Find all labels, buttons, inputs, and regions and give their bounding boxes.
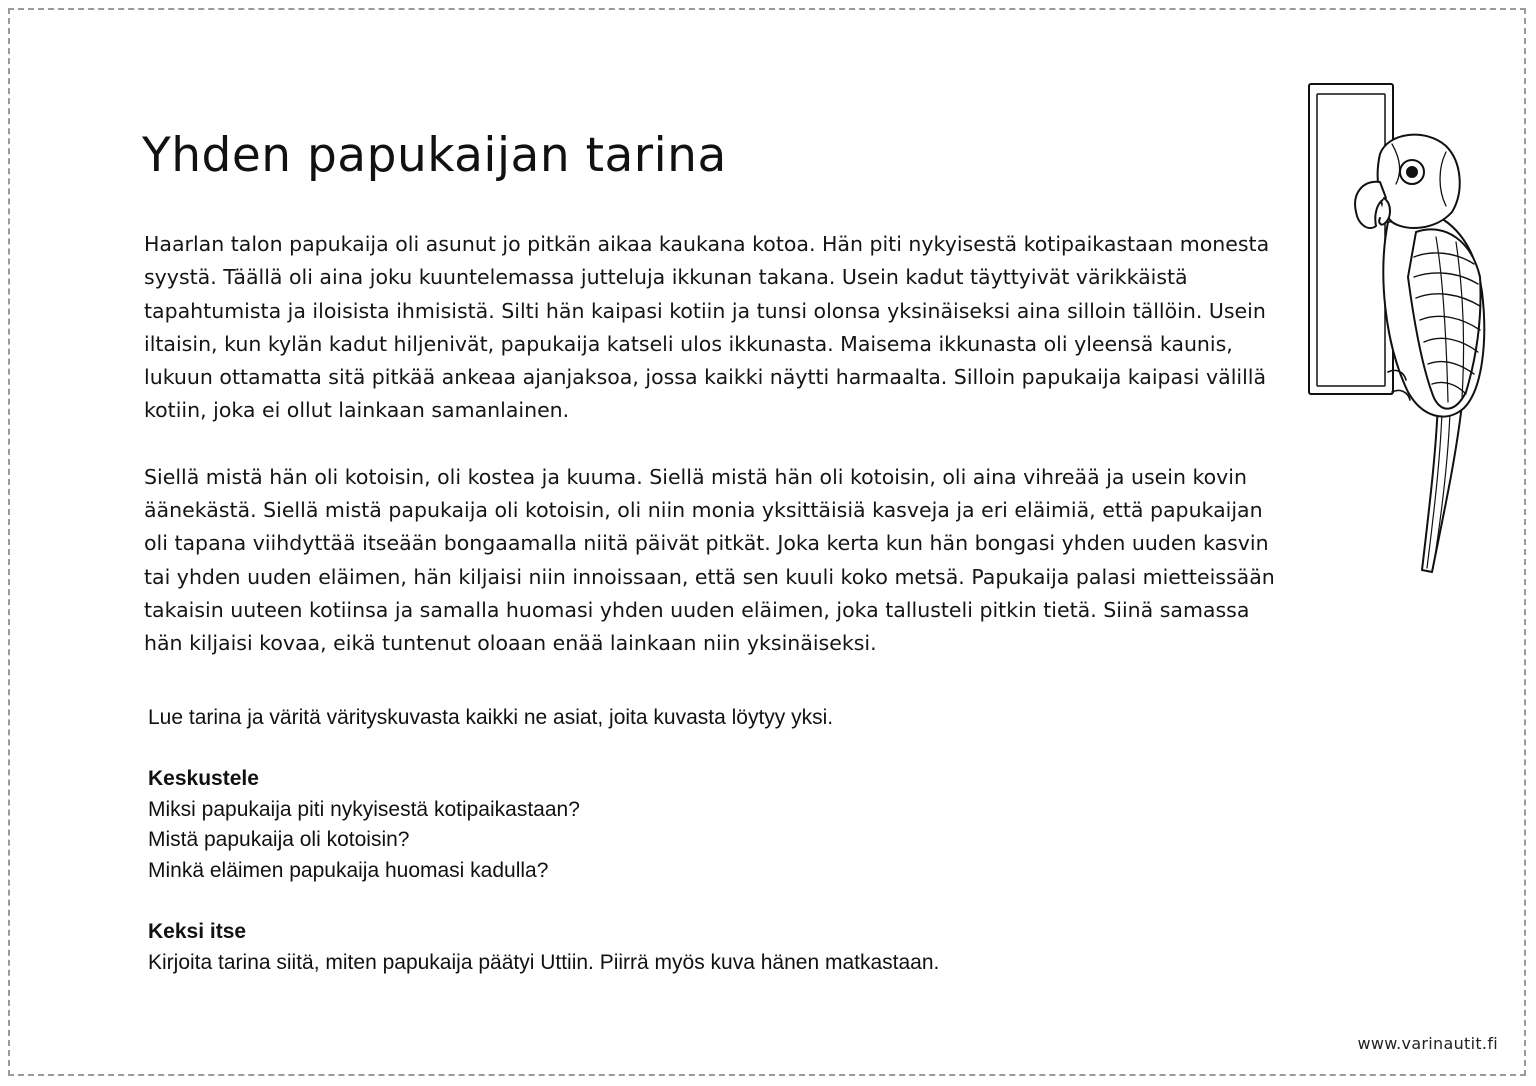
footer-url: www.varinautit.fi xyxy=(1357,1034,1498,1053)
parrot-at-window-icon xyxy=(1296,72,1502,580)
story-text xyxy=(144,228,1279,694)
invent-text: Kirjoita tarina siitä, miten papukaija päätyi Uttiin. Piirrä myös kuva hänen matkastaan. xyxy=(148,950,940,974)
discuss-heading: Keskustele xyxy=(148,767,259,791)
story-paragraph: Haarlan talon papukaija oli asunut jo pitkän aikaa kaukana kotoa. Hän piti nykyisestä kotipaikastaan monesta syystä. Täällä oli aina joku kuuntelemassa jutteluja ikkunan takana. Usein kadut täyttyivät värikkäistä tapahtumista ja iloisista ihmisistä. Silti hän kaipasi kotiin ja tunsi olonsa yksinäiseksi aina silloin tällöin. Usein iltaisin, kun kylän kadut hiljenivät, papukaija katseli ulos ikkunasta. Maisema ikkunasta oli yleensä kaunis, lukuun ottamatta sitä pitkää ankeaa ajanjaksoa, jossa kaikki näytti harmaalta. Silloin papukaija kaipasi välillä kotiin, joka ei ollut lainkaan samanlainen. xyxy=(144,232,1270,423)
story-paragraph: Siellä mistä hän oli kotoisin, oli kostea ja kuuma. Siellä mistä hän oli kotoisin, oli aina vihreää ja usein kovin äänekästä. Siellä mistä papukaija oli kotoisin, oli niin monia yksittäisiä kasveja ja eri eläimiä, että papukaijan oli tapana viihdyttää itseään bongaamalla niitä päivät pitkät. Joka kerta kun hän bongasi yhden uuden kasvin tai yhden uuden eläimen, hän kiljaisi niin innoissaan, että sen kuuli koko metsä. Papukaija palasi mietteissään takaisin uuteen kotiinsa ja samalla huomasi yhden uuden eläimen, joka tallusteli pitkin tietä. Siinä samassa hän kiljaisi kovaa, eikä tuntenut oloaan enää lainkaan niin yksinäiseksi. xyxy=(144,464,1275,656)
discuss-question: Minkä eläimen papukaija huomasi kadulla? xyxy=(148,858,549,882)
discuss-question: Mistä papukaija oli kotoisin? xyxy=(148,828,410,852)
task-section xyxy=(148,703,1148,978)
task-instruction: Lue tarina ja väritä värityskuvasta kaikki ne asiat, joita kuvasta löytyy yksi. xyxy=(148,706,834,729)
page-title: Yhden papukaijan tarina xyxy=(142,128,727,183)
discuss-question: Miksi papukaija piti nykyisestä kotipaikastaan? xyxy=(148,797,580,821)
invent-heading: Keksi itse xyxy=(148,920,247,944)
